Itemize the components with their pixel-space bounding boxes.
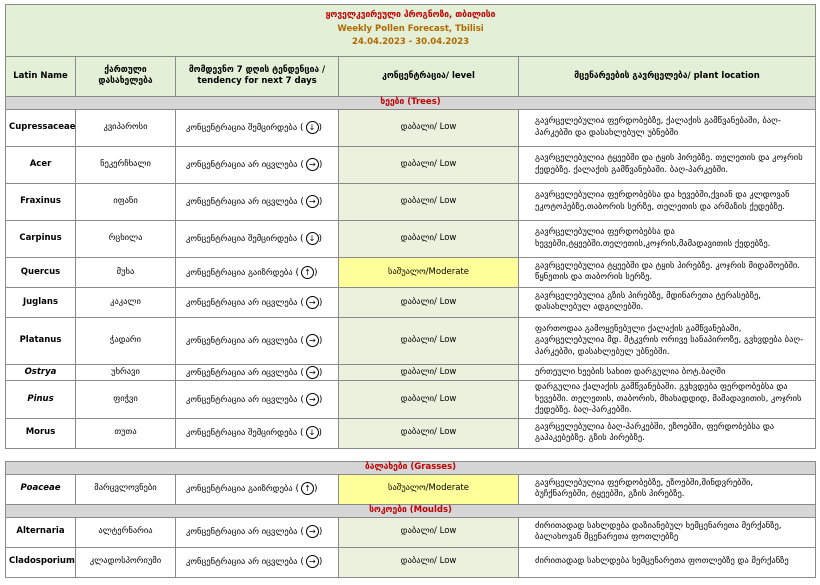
- latin-name-cell: Juglans: [6, 287, 76, 317]
- level-cell: დაბალი/ Low: [339, 547, 519, 577]
- pollen-row-juglans: [6, 287, 816, 317]
- pollen-row-acer: [6, 146, 816, 183]
- georgian-name-cell: თუთა: [76, 418, 176, 448]
- tendency-cell: კონცენტრაცია არ იცვლება ( → ): [176, 183, 339, 220]
- grasses-body: [6, 474, 816, 504]
- plant-location-cell: ძირითადად სახლდება ხემცენარეთა ფოთლებზე და მერქანზე: [519, 547, 816, 577]
- georgian-name-cell: კაკალი: [76, 287, 176, 317]
- level-cell: დაბალი/ Low: [339, 517, 519, 547]
- latin-name-cell: Quercus: [6, 257, 76, 287]
- pollen-row-cupressaceae: [6, 109, 816, 146]
- pollen-row-ostrya: [6, 364, 816, 380]
- georgian-name-cell: კლადოსპორიუმი: [76, 547, 176, 577]
- tendency-text: კონცენტრაცია შემცირდება: [186, 123, 298, 134]
- arrow-up-circle-icon: ↑: [301, 266, 314, 279]
- tendency-text: კონცენტრაცია გაიზრდება: [186, 267, 293, 278]
- latin-name-cell: Cupressaceae: [6, 109, 76, 146]
- level-cell: დაბალი/ Low: [339, 418, 519, 448]
- header-row: [6, 56, 816, 96]
- plant-location-cell: გავრცელებულია ბაღ-პარკებში, ეზოებში, ფერდობებსა და გაპაკებებზე. გზის პირებზე.: [519, 418, 816, 448]
- georgian-name-cell: კვიპაროსი: [76, 109, 176, 146]
- level-cell: დაბალი/ Low: [339, 183, 519, 220]
- latin-name-cell: Ostrya: [6, 364, 76, 380]
- tendency-cell: კონცენტრაცია გაიზრდება ( ↑ ): [176, 257, 339, 287]
- tendency-text: კონცენტრაცია არ იცვლება: [186, 557, 298, 568]
- tendency-cell: კონცენტრაცია არ იცვლება ( → ): [176, 547, 339, 577]
- plant-location-cell: დარგულია ქალაქის გამწვანებაში. გვხვდება ფერდობებსა და ხევებში. თელეთის, თაბორის, მხახადდიდ, მამადავითის, კოჯრის ქედებზე. ბაღ-პარკებში.: [519, 381, 816, 418]
- latin-name-cell: Poaceae: [6, 474, 76, 504]
- tendency-text: კონცენტრაცია არ იცვლება: [186, 297, 298, 308]
- header-level: კონცენტრაცია/ level: [339, 56, 519, 96]
- arrow-right-circle-icon: →: [306, 296, 319, 309]
- latin-name-cell: Cladosporium: [6, 547, 76, 577]
- forecast-table-2: [5, 461, 816, 578]
- arrow-right-circle-icon: →: [306, 393, 319, 406]
- georgian-name-cell: მარცვლოვნები: [76, 474, 176, 504]
- pollen-row-carpinus: [6, 220, 816, 257]
- tendency-cell: კონცენტრაცია არ იცვლება ( → ): [176, 517, 339, 547]
- pollen-row-pinus: [6, 381, 816, 418]
- tendency-cell: კონცენტრაცია შემცირდება ( ↓ ): [176, 109, 339, 146]
- section-trees-label: ხეები (Trees): [6, 96, 816, 109]
- latin-name-cell: Pinus: [6, 381, 76, 418]
- latin-name-cell: Platanus: [6, 317, 76, 364]
- georgian-name-cell: ჭადარი: [76, 317, 176, 364]
- tendency-text: კონცენტრაცია შემცირდება: [186, 428, 298, 439]
- pollen-row-poaceae: [6, 474, 816, 504]
- section-moulds-label: სოკოები (Moulds): [6, 504, 816, 517]
- tendency-text: კონცენტრაცია არ იცვლება: [186, 527, 298, 538]
- pollen-row-alternaria: [6, 517, 816, 547]
- tendency-cell: კონცენტრაცია არ იცვლება ( → ): [176, 364, 339, 380]
- plant-location-cell: გავრცელებულია ტყეებში და ტყის პირებზე. კოჯრის მიდამოებში. წყნეთის და თაბორის სერზე.: [519, 257, 816, 287]
- arrow-right-circle-icon: →: [306, 555, 319, 568]
- arrow-right-circle-icon: →: [306, 334, 319, 347]
- pollen-row-cladosporium: [6, 547, 816, 577]
- tendency-text: კონცენტრაცია გაიზრდება: [186, 484, 293, 495]
- tendency-cell: კონცენტრაცია არ იცვლება ( → ): [176, 317, 339, 364]
- latin-name-cell: Carpinus: [6, 220, 76, 257]
- banner-date-range: 24.04.2023 - 30.04.2023: [352, 37, 470, 48]
- pollen-row-quercus: [6, 257, 816, 287]
- section-moulds-row: [6, 504, 816, 517]
- arrow-up-circle-icon: ↑: [301, 482, 314, 495]
- tendency-cell: კონცენტრაცია არ იცვლება ( → ): [176, 287, 339, 317]
- moulds-body: [6, 517, 816, 577]
- tendency-cell: კონცენტრაცია შემცირდება ( ↓ ): [176, 418, 339, 448]
- arrow-down-circle-icon: ↓: [306, 232, 319, 245]
- header-georgian: ქართული დასახელება: [76, 56, 176, 96]
- latin-name-cell: Morus: [6, 418, 76, 448]
- pollen-forecast-document: [5, 4, 815, 578]
- arrow-right-circle-icon: →: [306, 195, 319, 208]
- banner: [6, 5, 816, 57]
- tendency-cell: კონცენტრაცია არ იცვლება ( → ): [176, 146, 339, 183]
- section-grasses-row: [6, 461, 816, 474]
- level-cell: დაბალი/ Low: [339, 364, 519, 380]
- pollen-row-fraxinus: [6, 183, 816, 220]
- section-grasses-label: ბალახები (Grasses): [6, 461, 816, 474]
- latin-name-cell: Acer: [6, 146, 76, 183]
- georgian-name-cell: რცხილა: [76, 220, 176, 257]
- tendency-cell: კონცენტრაცია შემცირდება ( ↓ ): [176, 220, 339, 257]
- tendency-text: კონცენტრაცია არ იცვლება: [186, 336, 298, 347]
- header-latin: Latin Name: [6, 56, 76, 96]
- tendency-text: კონცენტრაცია არ იცვლება: [186, 367, 298, 378]
- level-cell: დაბალი/ Low: [339, 317, 519, 364]
- plant-location-cell: გავრცელებულია გზის პირებზე, მდინარეთა ტერასებზე, დასახლებულ ადგილებში.: [519, 287, 816, 317]
- plant-location-cell: გავრცელებულია ფერდობებსა და ხევებში,ქვიან და კლდოვან ეკოტოპებზე.თაბორის სერზე, თელეთის და არმაზის ქედებზე.: [519, 183, 816, 220]
- pollen-row-morus: [6, 418, 816, 448]
- level-cell: საშუალო/Moderate: [339, 474, 519, 504]
- trees-body: [6, 109, 816, 448]
- level-cell: დაბალი/ Low: [339, 287, 519, 317]
- georgian-name-cell: უხრავი: [76, 364, 176, 380]
- banner-title-ka: ყოველკვირეული პროგნოზი, თბილისი: [325, 10, 496, 20]
- latin-name-cell: Alternaria: [6, 517, 76, 547]
- tendency-text: კონცენტრაცია არ იცვლება: [186, 160, 298, 171]
- arrow-right-circle-icon: →: [306, 158, 319, 171]
- level-cell: დაბალი/ Low: [339, 109, 519, 146]
- tendency-cell: კონცენტრაცია არ იცვლება ( → ): [176, 381, 339, 418]
- plant-location-cell: გავრცელებულია ფერდობებზე, ეზოებში,მინდვრებში, ბუჩქნარებში, ტყეებში, გზის პირებზე.: [519, 474, 816, 504]
- plant-location-cell: გავრცელებულია ფერდობებსა და ხევებში,ტყეებში.თელეთის,კოჯრის,მამადავითის ქედებზე.: [519, 220, 816, 257]
- header-location: მცენარეების გავრცელება/ plant location: [519, 56, 816, 96]
- tendency-text: კონცენტრაცია არ იცვლება: [186, 394, 298, 405]
- banner-title-en: Weekly Pollen Forecast, Tbilisi: [337, 23, 484, 34]
- level-cell: დაბალი/ Low: [339, 220, 519, 257]
- plant-location-cell: გავრცელებულია ფერდობებზე, ქალაქის გამწვანებაში, ბაღ-პარკებში და დასახლებულ უბნებში: [519, 109, 816, 146]
- plant-location-cell: ფართოდაა გამოყენებული ქალაქის გამწვანებაში, გავრცელებულია მდ. მტკვრის ორივე სანაპიროზე, გვხვდება ბაღ-პარკებში, დასახლებულ უბნებში.: [519, 317, 816, 364]
- arrow-down-circle-icon: ↓: [306, 426, 319, 439]
- arrow-right-circle-icon: →: [306, 366, 319, 379]
- forecast-table: [5, 4, 816, 449]
- tendency-text: კონცენტრაცია არ იცვლება: [186, 197, 298, 208]
- georgian-name-cell: მუხა: [76, 257, 176, 287]
- level-cell: დაბალი/ Low: [339, 146, 519, 183]
- georgian-name-cell: ნეკერჩხალი: [76, 146, 176, 183]
- georgian-name-cell: იფანი: [76, 183, 176, 220]
- section-trees-row: [6, 96, 816, 109]
- pollen-row-platanus: [6, 317, 816, 364]
- tendency-text: კონცენტრაცია შემცირდება: [186, 234, 298, 245]
- tendency-cell: კონცენტრაცია გაიზრდება ( ↑ ): [176, 474, 339, 504]
- plant-location-cell: გავრცელებულია ტყეებში და ტყის პირებზე. თელეთის და კოჯრის ქედებზე. ქალაქის გამწვანებაში. ბაღ-პარკებში.: [519, 146, 816, 183]
- arrow-down-circle-icon: ↓: [306, 121, 319, 134]
- georgian-name-cell: ფიჭვი: [76, 381, 176, 418]
- level-cell: დაბალი/ Low: [339, 381, 519, 418]
- latin-name-cell: Fraxinus: [6, 183, 76, 220]
- plant-location-cell: ერთეული ხეების სახით დარგულია ბოტ.ბაღში: [519, 364, 816, 380]
- header-tendency: მომდევნო 7 დღის ტენდენცია / tendency for next 7 days: [176, 56, 339, 96]
- arrow-right-circle-icon: →: [306, 525, 319, 538]
- georgian-name-cell: ალტერნარია: [76, 517, 176, 547]
- level-cell: საშუალო/Moderate: [339, 257, 519, 287]
- plant-location-cell: ძირითადად სახლდება დაზიანებულ ხემცენარეთა მერქანზე, ბალახოვან მცენარეთა ფოთლებზე: [519, 517, 816, 547]
- banner-row: [6, 5, 816, 57]
